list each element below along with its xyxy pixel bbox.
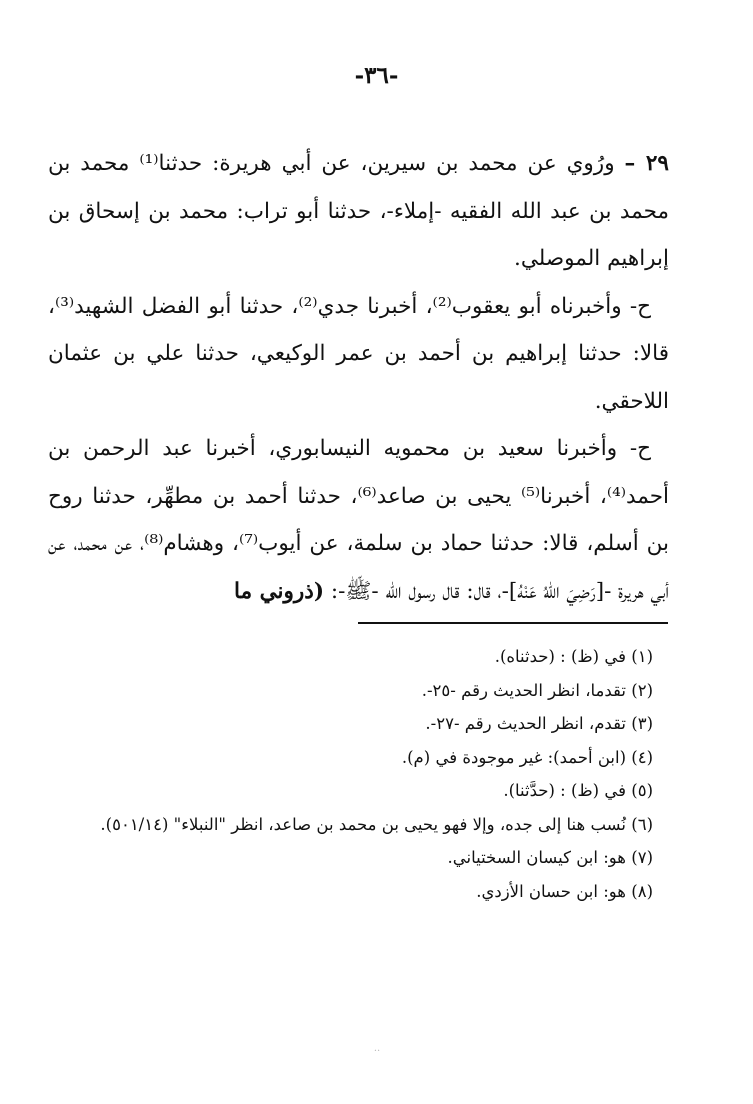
footnote-3: (٣) تقدم، انظر الحديث رقم -٢٧-. xyxy=(425,714,653,733)
paragraph-chain-3 xyxy=(48,425,669,615)
main-text xyxy=(48,140,669,615)
footnote-4: (٤) (ابن أحمد): غير موجودة في (م). xyxy=(401,747,653,767)
page-number: -٣٦- xyxy=(354,62,399,89)
paragraph-hadith-29 xyxy=(48,140,669,283)
footnote-divider xyxy=(358,622,668,624)
paragraph-text: ح- وأخبرناه أبو يعقوب⁽²⁾، أخبرنا جدي⁽²⁾، حدثنا أبو الفضل الشهيد⁽³⁾، قالا: حدثنا إبراهيم بن أحمد بن عمر الوكيعي، حدثنا علي بن عثمان اللاحقي. xyxy=(48,293,669,414)
footnote-7: (٧) هو: ابن كيسان السختياني. xyxy=(447,848,653,867)
paragraph-text: ورُوي عن محمد بن سيرين، عن أبي هريرة: حدثنا⁽¹⁾ محمد بن محمد بن عبد الله الفقيه -إملاء-، حدثنا أبو تراب: محمد بن إسحاق بن إبراهيم الموصلي. xyxy=(48,151,669,271)
footnote-8: (٨) هو: ابن حسان الأزدي. xyxy=(476,881,653,901)
scan-speck: ·· xyxy=(373,1046,381,1057)
footnote-2: (٢) تقدما، انظر الحديث رقم -٢٥-. xyxy=(421,680,653,700)
paragraph-text: ح- وأخبرنا سعيد بن محمويه النيسابوري، أخبرنا عبد الرحمن بن أحمد⁽⁴⁾، أخبرنا⁽⁵⁾ يحيى بن صاعد⁽⁶⁾، حدثنا أحمد بن مطهِّر، حدثنا روح بن أسلم، قالا: حدثنا حماد بن سلمة، عن أيوب⁽⁷⁾، وهشام⁽⁸⁾، عن محمد، عن أبي هريرة -[رَضِيَ اللهُ عَنْهُ]-، قال: قال رسول الله -ﷺ-: xyxy=(48,436,669,604)
paragraph-chain-2 xyxy=(48,283,669,426)
hadith-number: ٢٩ – xyxy=(624,151,669,176)
footnote-1: (١) في (ظ) : (حدثناه). xyxy=(494,647,653,666)
footnotes-list xyxy=(93,640,653,908)
footnote-5: (٥) في (ظ) : (حدَّثنا). xyxy=(503,781,653,800)
hadith-quote-start: (ذروني ما xyxy=(234,578,325,604)
footnote-6: (٦) نُسب هنا إلى جده، وإلا فهو يحيى بن محمد بن صاعد، انظر "النبلاء" (٥٠١/١٤). xyxy=(100,814,653,834)
